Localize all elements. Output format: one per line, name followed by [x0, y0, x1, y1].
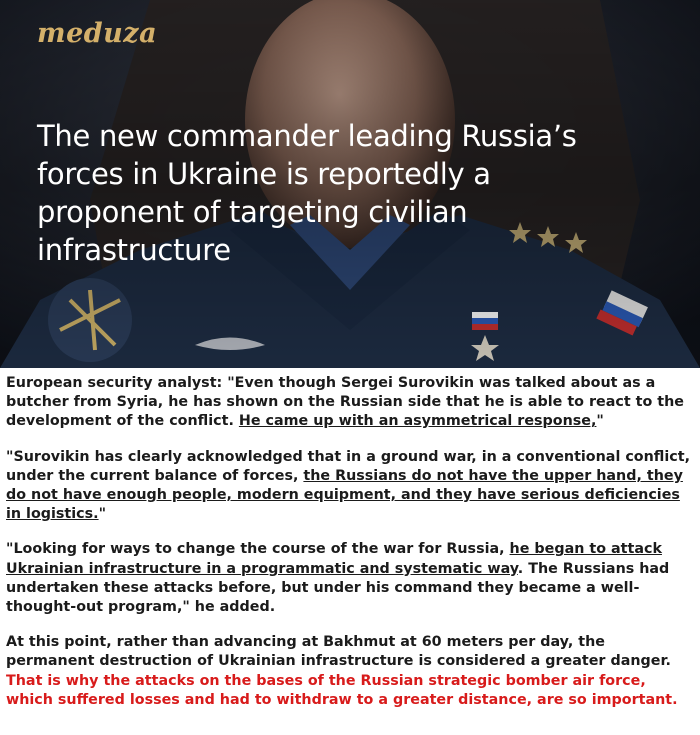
paragraph-2-text: "Surovikin has clearly acknowledged that in a ground war, in a conventional conflict, under the current balance of forces, [6, 448, 691, 484]
paragraph-2 [6, 448, 692, 525]
paragraph-4 [6, 633, 692, 710]
paragraph-3-text: "Looking for ways to change the course of the war for Russia, [6, 541, 510, 558]
paragraph-1 [6, 374, 692, 432]
paragraph-2-underlined: the Russians do not have the upper hand, they do not have enough people, modern equipment, and they have serious deficiencies in logistics. [6, 467, 683, 523]
paragraph-3-underlined: he began to attack Ukrainian infrastructure in a programmatic and systematic way [6, 541, 662, 577]
headline: The new commander leading Russia’s forces in Ukraine is reportedly a proponent of targeting civilian infrastructure [37, 119, 577, 267]
paragraph-2-tail: " [98, 506, 107, 523]
article-body [0, 368, 700, 710]
paragraph-3-tail: . The Russians had undertaken these attacks before, but under his command they became a well-thought-out program," he added. [6, 560, 670, 616]
paragraph-1-tail: " [596, 413, 604, 430]
brand-logo[interactable]: meduza [37, 18, 158, 49]
paragraph-1-underlined: He came up with an asymmetrical response, [238, 413, 597, 430]
paragraph-1-text: European security analyst: "Even though Sergei Surovikin was talked about as a butcher from Syria, he has shown on the Russian side that he is able to react to the development of the conflict. [6, 375, 684, 430]
paragraph-4-text: At this point, rather than advancing at Bakhmut at 60 meters per day, the permanent destruction of Ukrainian infrastructure is considered a greater danger. [6, 634, 671, 670]
paragraph-4-highlight: That is why the attacks on the bases of the Russian strategic bomber air force, which suffered losses and had to withdraw to a greater distance, are so important. [6, 672, 678, 708]
paragraph-3 [6, 540, 692, 617]
